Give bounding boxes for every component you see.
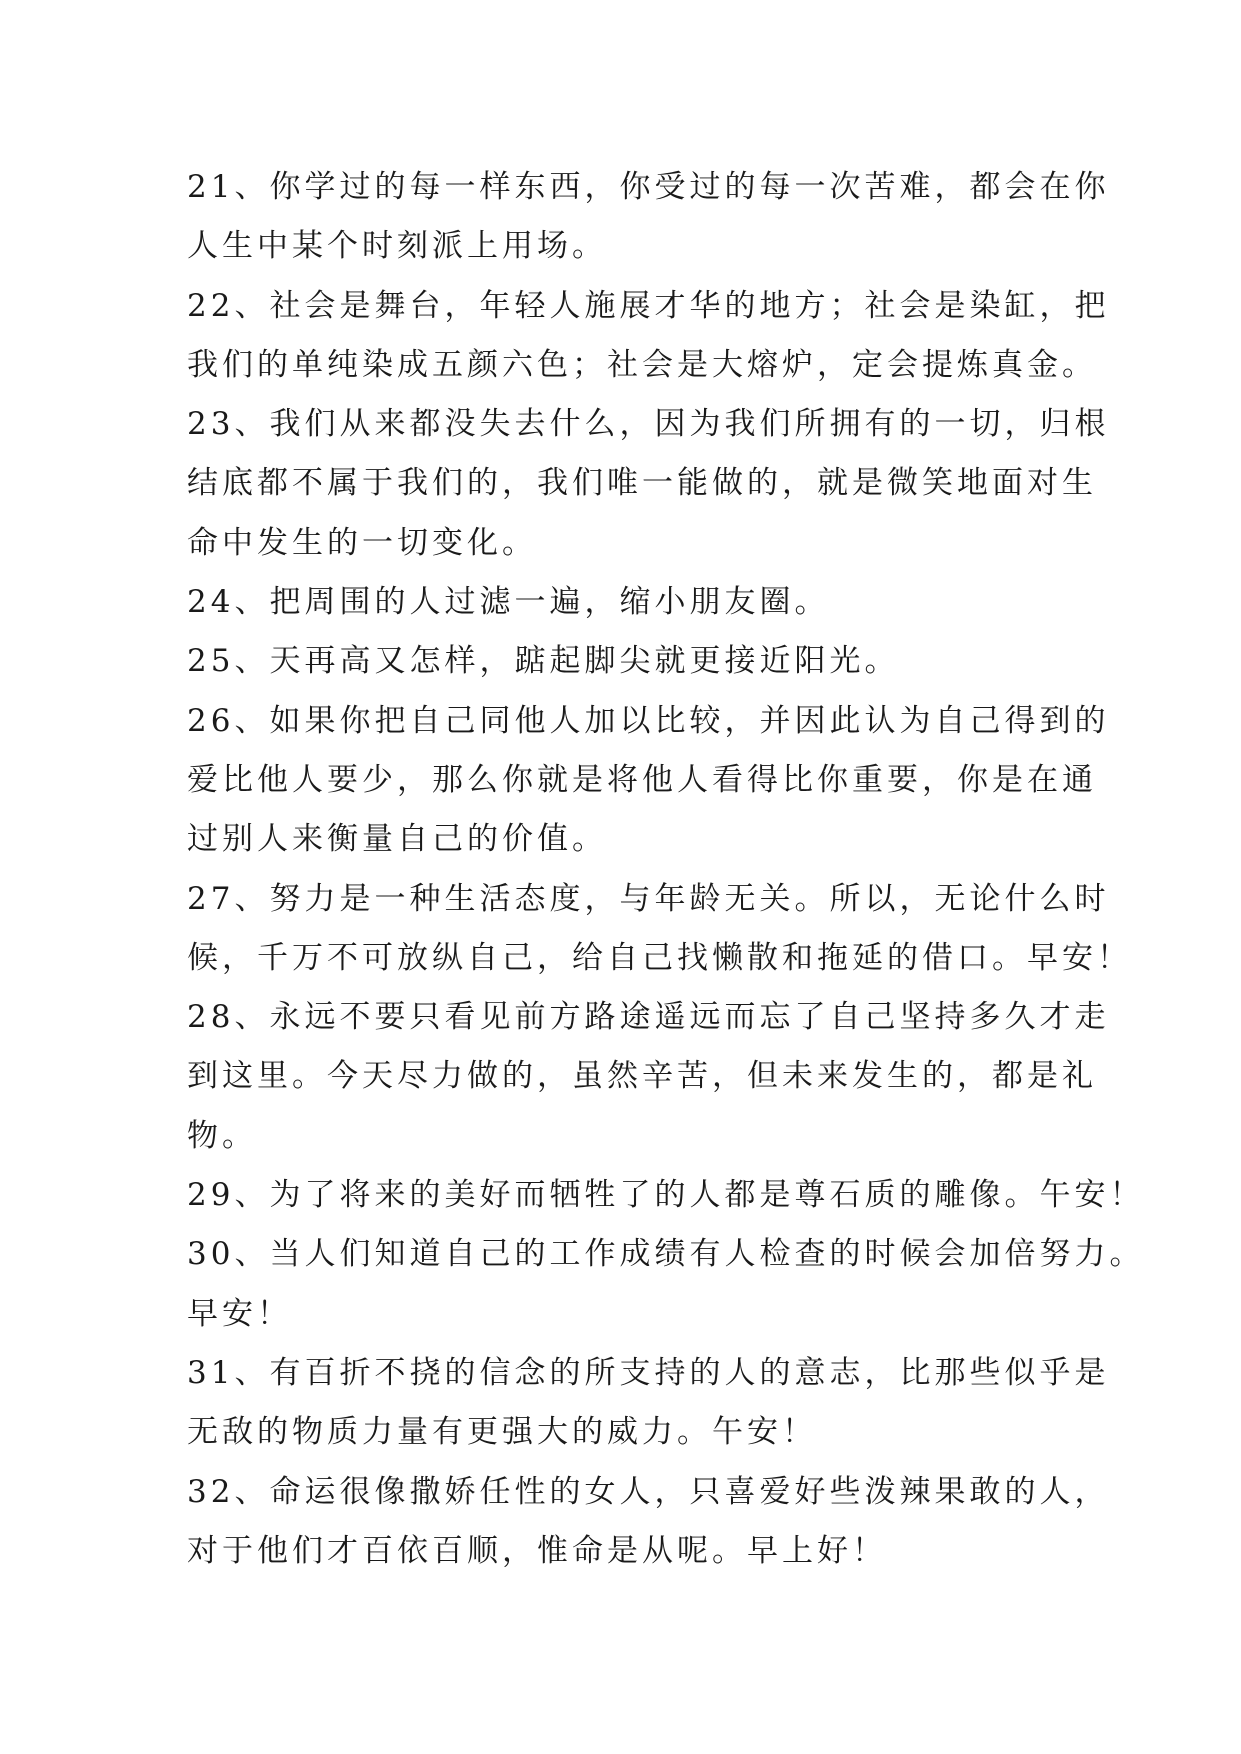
text-line-21: 31、有百折不挠的信念的所支持的人的意志，比那些似乎是	[187, 1354, 1110, 1391]
text-line-7: 命中发生的一切变化。	[187, 524, 537, 561]
text-line-2: 人生中某个时刻派上用场。	[187, 228, 607, 265]
text-line-3: 22、社会是舞台，年轻人施展才华的地方；社会是染缸，把	[187, 287, 1110, 324]
text-line-12: 过别人来衡量自己的价值。	[187, 821, 607, 858]
text-line-20: 早安！	[187, 1295, 292, 1332]
text-line-18: 29、为了将来的美好而牺牲了的人都是尊石质的雕像。午安！	[187, 1177, 1145, 1214]
text-line-16: 到这里。今天尽力做的，虽然辛苦，但未来发生的，都是礼	[187, 1058, 1097, 1095]
text-line-8: 24、把周围的人过滤一遍，缩小朋友圈。	[187, 584, 830, 621]
text-line-10: 26、如果你把自己同他人加以比较，并因此认为自己得到的	[187, 702, 1110, 739]
text-line-6: 结底都不属于我们的，我们唯一能做的，就是微笑地面对生	[187, 465, 1097, 502]
text-line-1: 21、你学过的每一样东西，你受过的每一次苦难，都会在你	[187, 169, 1110, 205]
text-line-9: 25、天再高又怎样，踮起脚尖就更接近阳光。	[187, 643, 900, 680]
text-line-15: 28、永远不要只看见前方路途遥远而忘了自己坚持多久才走	[187, 999, 1110, 1036]
text-line-19: 30、当人们知道自己的工作成绩有人检查的时候会加倍努力。	[187, 1236, 1145, 1273]
text-line-11: 爱比他人要少，那么你就是将他人看得比你重要，你是在通	[187, 761, 1097, 798]
text-line-24: 对于他们才百依百顺，惟命是从呢。早上好！	[187, 1532, 887, 1569]
text-line-14: 候，千万不可放纵自己，给自己找懒散和拖延的借口。早安！	[187, 939, 1132, 976]
text-line-13: 27、努力是一种生活态度，与年龄无关。所以，无论什么时	[187, 880, 1110, 917]
text-line-22: 无敌的物质力量有更强大的威力。午安！	[187, 1414, 817, 1451]
text-line-4: 我们的单纯染成五颜六色；社会是大熔炉，定会提炼真金。	[187, 346, 1097, 383]
document-body	[187, 158, 1145, 1581]
text-line-5: 23、我们从来都没失去什么，因为我们所拥有的一切，归根	[187, 406, 1110, 443]
text-line-17: 物。	[187, 1117, 257, 1154]
text-line-23: 32、命运很像撒娇任性的女人，只喜爱好些泼辣果敢的人，	[187, 1473, 1110, 1510]
